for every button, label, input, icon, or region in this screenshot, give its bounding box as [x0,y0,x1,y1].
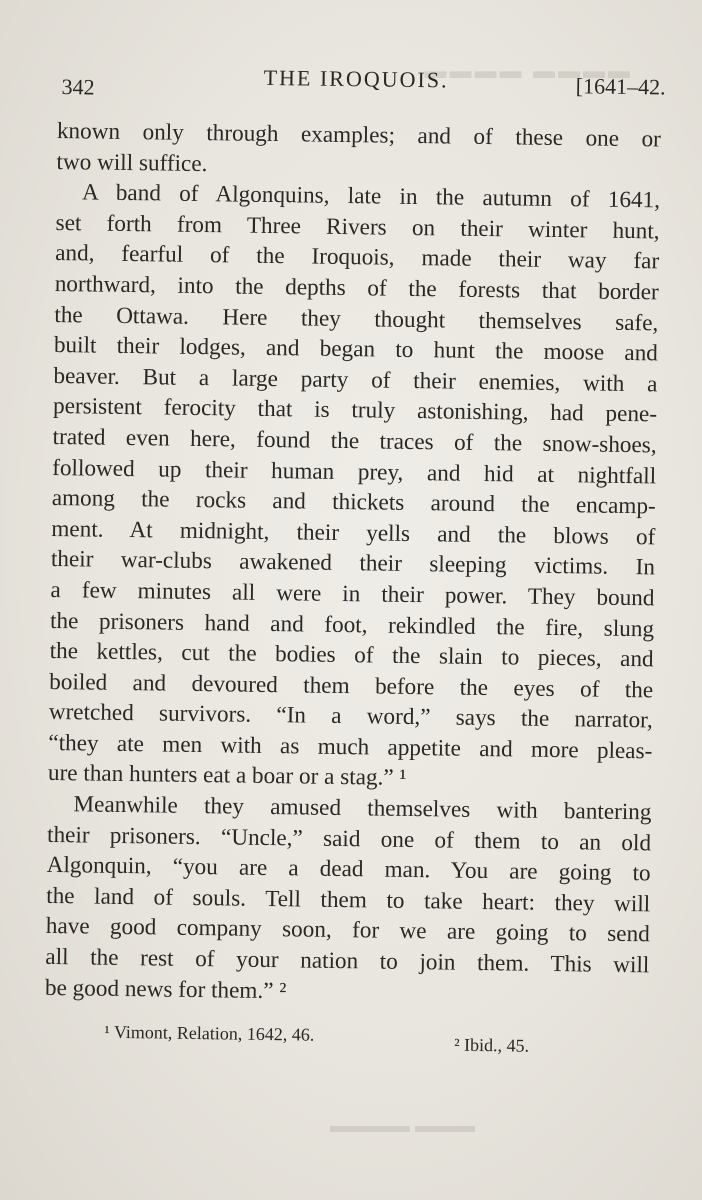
book-page [44,54,666,1070]
running-head: THE IROQUOIS. [263,64,449,93]
footnote-2: ² Ibid., 45. [454,1034,530,1056]
footnote-1: ¹ Vimont, Relation, 1642, 46. [104,1021,315,1045]
text-line: boiled and devoured them before the eyes of the [49,668,654,704]
text-line: the land of souls. Tell them to take heart: they will [46,882,651,918]
text-line: ment. At midnight, their yells and the blows of [51,515,656,551]
text-line: Algonquin, “you are a dead man. You are going to [46,852,651,887]
text-line: trated even here, found the traces of the snow-shoes, [52,423,657,459]
text-line: among the rocks and thickets around the encamp- [51,485,656,520]
page-header [57,54,666,106]
text-line: a few minutes all were in their power. They bound [50,576,655,612]
text-line: and, fearful of the Iroquois, made their way far [55,240,660,275]
text-line: their prisoners. “Uncle,” said one of them to an old [46,821,652,857]
text-line: the Ottawa. Here they thought themselves safe, [54,301,659,336]
text-line: the kettles, cut the bodies of the slain to pieces, and [49,638,654,673]
text-line: set forth from Three Rivers on their winter hunt, [55,209,660,245]
text-line: have good company soon, for we are going to send [45,913,650,948]
text-line: “they ate men with as much appetite and more pleas- [48,729,653,765]
text-line: the prisoners hand and foot, rekindled the fire, slung [49,607,655,642]
bleed-through-text: ▬▬▬▬ ▬▬▬▬ [421,58,630,83]
text-line: persistent ferocity that is truly astonishing, had pene- [52,393,658,428]
body-text [45,116,661,1012]
text-line: Meanwhile they amused themselves with bantering [73,791,652,826]
paragraph [56,116,661,186]
text-line: two will suffice. [56,148,208,177]
text-line: all the rest of your nation to join them. This will [45,943,650,979]
text-line: built their lodges, and began to hunt the moose and [53,332,659,367]
page-number: 342 [61,74,95,100]
footnotes [44,1021,648,1069]
paragraph [48,177,660,797]
text-line: wretched survivors. “In a word,” says the narrator, [48,699,653,734]
date-range: [1641–42. [575,73,666,100]
paragraph [45,789,652,1012]
text-line: known only through examples; and of these one or [56,117,662,153]
bleed-through-text-lower: ▬▬▬ ▬▬▬▬ [330,1115,475,1137]
text-line: beaver. But a large party of their enemies, with a [53,362,658,398]
text-line: be good news for them.” ² [44,974,287,1004]
text-line: ure than hunters eat a boar or a stag.” ¹ [47,760,407,792]
text-line: northward, into the depths of the forests that border [54,270,659,306]
text-line: their war-clubs awakened their sleeping victims. In [50,546,656,581]
text-line: followed up their human prey, and hid at nightfall [52,454,657,489]
text-line: A band of Algonquins, late in the autumn of 1641, [81,179,661,214]
